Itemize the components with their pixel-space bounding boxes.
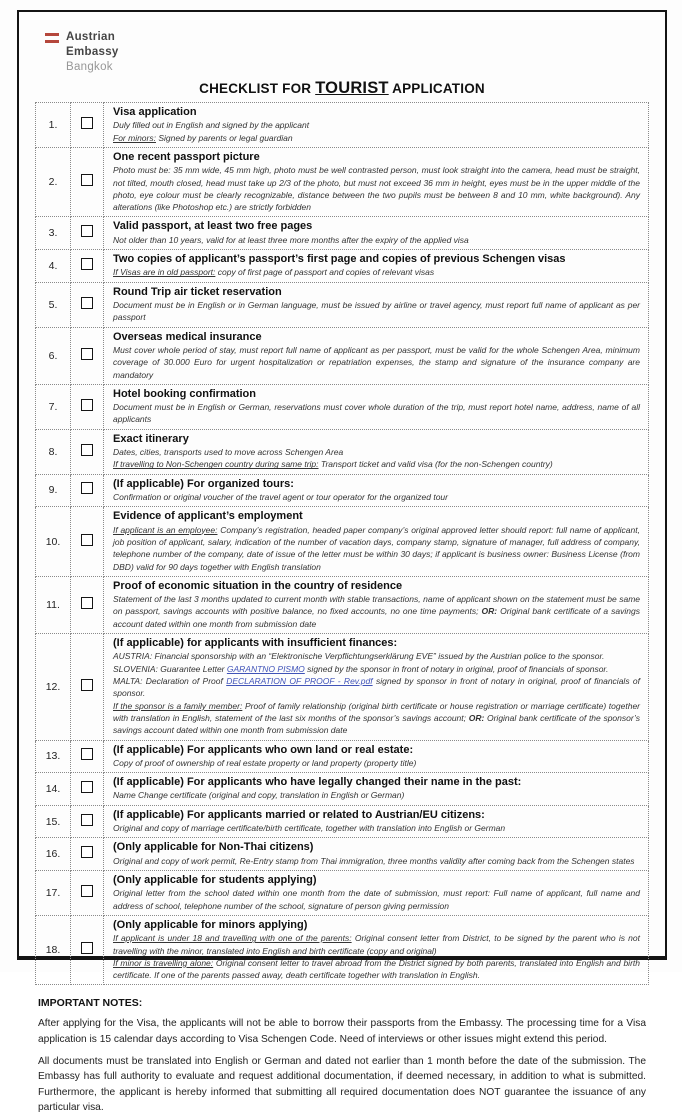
detail-segment: If the sponsor is a family member: [113,700,243,711]
detail-segment: Signed by parents or legal guardian [155,132,293,143]
row-number: 11. [36,576,71,633]
detail-segment: If minor is travelling alone: [113,957,214,968]
page-border-frame [17,10,667,1113]
row-detail [113,822,640,834]
checkbox[interactable] [81,885,93,897]
checkbox[interactable] [81,597,93,609]
checklist-body [36,103,649,985]
checkbox-cell [71,871,104,916]
row-content [104,805,649,838]
row-detail [113,700,640,737]
row-content [104,282,649,327]
checkbox[interactable] [81,942,93,954]
checkbox-cell [71,384,104,429]
detail-segment: For minors: [113,132,156,143]
detail-segment: Document must be in English or German, reservations must cover whole duration of the trip, must report hotel name, address, name of all applicants [113,402,640,425]
row-title: Evidence of applicant’s employment [113,510,303,523]
row-number: 15. [36,805,71,838]
detail-segment: Name Change certificate (original and copy, translation in English or German) [113,790,405,801]
row-content [104,384,649,429]
checklist-row [36,915,649,985]
row-number: 7. [36,384,71,429]
checkbox[interactable] [81,444,93,456]
row-title: Round Trip air ticket reservation [113,285,282,298]
detail-segment: MALTA: Declaration of Proof [113,676,227,686]
row-title: (If applicable) For applicants who own land or real estate: [113,743,414,756]
row-number: 13. [36,740,71,773]
checkbox-cell [71,282,104,327]
row-title: (If applicable) For organized tours: [113,477,294,490]
row-title: Exact itinerary [113,432,189,445]
checklist-row [36,429,649,474]
row-number: 17. [36,871,71,916]
row-content [104,103,649,148]
detail-segment: Original and copy of work permit, Re-Entry stamp from Thai immigration, three months validity after coming back from the Schengen states [113,855,635,866]
row-number: 8. [36,429,71,474]
logo-line-3: Bangkok [66,60,113,73]
checkbox[interactable] [81,781,93,793]
title-suffix: APPLICATION [388,81,485,96]
checklist-row [36,773,649,806]
row-title: Proof of economic situation in the country of residence [113,579,403,592]
checkbox-cell [71,327,104,384]
row-title: (If applicable) For applicants who have legally changed their name in the past: [113,776,522,789]
detail-segment: Photo must be: 35 mm wide, 45 mm high, photo must be well contrasted person, must look straight into the camera, head must be straight, not tilted, mouth closed, head must take up 2/3 of the photo, but must not exceed 36 mm in height, eyes must be in the upper middle of the photo, eye colour must be clearly recognizable, distance between the two pupils must be between 8 and 10 mm, white background). Any alterations (like Photoshop etc.) are strictly forbidden [113,165,640,213]
checkbox-cell [71,250,104,283]
checkbox-cell [71,474,104,507]
austrian-flag-icon [45,33,59,43]
row-number: 4. [36,250,71,283]
title-prefix: CHECKLIST FOR [199,81,316,96]
row-detail [113,789,640,801]
row-detail [113,757,640,769]
row-content [104,576,649,633]
row-content [104,250,649,283]
checkbox-cell [71,805,104,838]
row-title: Visa application [113,106,197,118]
row-detail [113,132,640,144]
detail-segment: Company’s registration, headed paper company’s original approved letter should report: full name of applicant, job position of applicant, salary, indication of the number of vacation days, company stamp, signature of manager, full address of company, telephone number of the company, date of issue of the letter must be within 30 days; if applicant is business owner: Business License (from DBD) valid for 90 days together with English translation [113,524,640,572]
row-number: 12. [36,634,71,740]
detail-segment: Statement of the last 3 months updated to current month with stable transactions, name of applicant shown on the statement must be same on passport, savings accounts with positive balance, no fixed accounts, no one time payments; [113,594,640,617]
checkbox-cell [71,915,104,985]
document-link[interactable]: GARANTNO PISMO [226,663,305,674]
checkbox[interactable] [81,225,93,237]
row-detail [113,957,640,982]
row-detail [113,164,640,213]
checklist-row [36,507,649,577]
logo-line-1: Austrian [66,31,116,43]
row-detail [113,446,640,458]
detail-segment: If applicant is an employee: [113,524,218,535]
logo-line-2: Embassy [66,45,119,58]
checklist-row [36,282,649,327]
row-content [104,773,649,806]
row-content [104,217,649,250]
title-highlight: TOURIST [315,79,389,97]
row-content [104,871,649,916]
row-content [104,838,649,871]
row-number: 5. [36,282,71,327]
row-detail [113,663,640,675]
row-detail [113,932,640,957]
notes-paragraph-2: All documents must be translated into English or German and dated not earlier than 1 month before the date of the submission. The Embassy has full authority to evaluate and request additional documentation, if deemed necessary, in addition to what is submitted. Furthermore, the applicant is hereby informed that submitting all required documentation does NOT guarantee the issuance of any particular visa. [38,1056,646,1113]
row-number: 10. [36,507,71,577]
row-title: Valid passport, at least two free pages [113,220,313,233]
row-detail [113,675,640,700]
detail-segment: Confirmation or original voucher of the travel agent or tour operator for the organized tour [113,491,448,502]
row-title: (If applicable) for applicants with insufficient finances: [113,637,398,650]
notes-paragraph-1: After applying for the Visa, the applicants will not be able to borrow their passports from the Embassy. The processing time for a Visa application is 15 calendar days according to Visa Schengen Code. Need of interviews or other issues might extend this period. [38,1018,646,1045]
checklist-row [36,576,649,633]
checkbox[interactable] [81,399,93,411]
checkbox-cell [71,217,104,250]
row-detail [113,491,640,503]
checkbox[interactable] [81,814,93,826]
detail-segment: Duly filled out in English and signed by the applicant [113,120,310,131]
row-detail [113,887,640,912]
document-link[interactable]: DECLARATION OF PROOF - Rev.pdf [226,676,373,686]
row-number: 14. [36,773,71,806]
checkbox[interactable] [81,846,93,858]
row-detail [113,650,640,662]
row-detail [113,855,640,867]
row-detail [113,234,640,246]
detail-segment: Dates, cities, transports used to move across Schengen Area [113,447,344,458]
detail-segment: OR: [481,606,498,617]
detail-segment: Document must be in English or in German language, must be issued by airline or travel agency, must report full name of applicant as per passport [113,299,640,323]
detail-segment: Original consent letter to travel abroad from the District signed by both parents, translated into English and birth certificate. If one of the parents passed away, death certificate together with translation in English. [113,957,640,981]
detail-segment: Not older than 10 years, valid for at least three more months after the expiry of the applied visa [113,234,469,245]
checklist-row [36,871,649,916]
row-number: 18. [36,915,71,985]
checkbox[interactable] [81,297,93,309]
row-content [104,634,649,740]
checkbox-cell [71,147,104,217]
detail-segment: Original bank certificate of the sponsor’s savings account dated within one month from submission date [113,712,640,736]
detail-segment: OR: [468,712,485,723]
checkbox[interactable] [81,679,93,691]
checkbox-cell [71,740,104,773]
row-title: Overseas medical insurance [113,330,262,343]
row-title: (Only applicable for minors applying) [113,918,308,931]
checkbox-cell [71,429,104,474]
row-number: 9. [36,474,71,507]
row-title: One recent passport picture [113,150,260,163]
row-detail [113,401,640,426]
checklist-row [36,103,649,148]
embassy-logo-text [66,30,119,75]
row-content [104,327,649,384]
header [35,28,649,98]
checkbox-cell [71,103,104,148]
checklist-row [36,474,649,507]
detail-segment: Original bank certificate of a savings account dated within one month from submission date [113,606,641,629]
detail-segment: signed by sponsor in front of notary in original, proof of financials of sponsor. [113,676,640,699]
checkbox[interactable] [81,117,93,129]
detail-segment: If Visas are in old passport: [113,267,216,278]
row-title: (Only applicable for Non-Thai citizens) [113,841,314,854]
row-number: 3. [36,217,71,250]
checklist-table [35,102,649,985]
checklist-row [36,147,649,217]
row-content [104,507,649,577]
embassy-logo [45,30,119,75]
detail-segment: If travelling to Non-Schengen country during same trip: [113,459,319,470]
row-detail [113,266,640,278]
page-title [35,79,649,98]
row-detail [113,458,640,470]
checkbox[interactable] [81,348,93,360]
checkbox[interactable] [81,258,93,270]
row-detail [113,593,640,630]
detail-segment: copy of first page of passport and copies of relevant visas [215,267,435,278]
detail-segment: Must cover whole period of stay, must report full name of applicant as per passport, must be valid for the whole Schengen Area, minimum coverage of 30.000 Euro for urgent hospitalization or repatriation expenses, the stamp and signature of the insurance company are mandatory [113,344,640,380]
checkbox[interactable] [81,748,93,760]
flag-stripe-red-bottom [45,40,59,43]
checklist-row [36,838,649,871]
row-detail [113,524,640,573]
row-title: (Only applicable for students applying) [113,874,317,886]
important-notes [35,997,649,1115]
checklist-row [36,327,649,384]
checkbox[interactable] [81,534,93,546]
detail-segment: SLOVENIA: Guarantee Letter [113,663,227,674]
row-detail [113,344,640,381]
detail-segment: If applicant is under 18 and travelling with one of the parents: [113,933,352,944]
checkbox-cell [71,773,104,806]
checkbox-cell [71,507,104,577]
checklist-row [36,634,649,740]
row-title: Hotel booking confirmation [113,387,256,400]
detail-segment: Original and copy of marriage certificate/birth certificate, together with translation into English or German [113,823,506,834]
checkbox-cell [71,838,104,871]
detail-segment: Copy of proof of ownership of real estate property or land property (property title) [113,757,417,768]
detail-segment: Transport ticket and valid visa (for the non-Schengen country) [318,459,553,470]
detail-segment: Proof of family relationship (original birth certificate or house registration or marriage certificate) together with translation in English, statement of the last six months of the sponsor’s savings account; [113,700,640,723]
row-content [104,915,649,985]
row-content [104,429,649,474]
row-content [104,740,649,773]
row-number: 16. [36,838,71,871]
row-title: Two copies of applicant’s passport’s first page and copies of previous Schengen visas [113,253,566,266]
checkbox[interactable] [81,174,93,186]
row-number: 6. [36,327,71,384]
checklist-row [36,217,649,250]
checkbox[interactable] [81,482,93,494]
checkbox-cell [71,576,104,633]
row-detail [113,119,640,131]
notes-heading: IMPORTANT NOTES: [38,997,143,1010]
detail-segment: AUSTRIA: Financial sponsorship with an “Elektronische Verpflichtungserklärung EVE” issued by the Austrian police to the sponsor. [113,651,605,662]
checklist-row [36,384,649,429]
checklist-row [36,740,649,773]
row-content [104,474,649,507]
detail-segment: Original letter from the school dated within one month from the date of submission, must report: Full name of applicant, full name and address of school, telephone number of the school, signature of person giving permission [113,888,640,911]
row-number: 1. [36,103,71,148]
checkbox-cell [71,634,104,740]
row-title: (If applicable) For applicants married or related to Austrian/EU citizens: [113,808,485,821]
row-detail [113,299,640,324]
checklist-row [36,805,649,838]
checklist-row [36,250,649,283]
detail-segment: Original consent letter from District, to be signed by the parent who is not travelling with the minor, translated into English and birth certificate (copy and original) [113,933,640,956]
row-content [104,147,649,217]
row-number: 2. [36,147,71,217]
detail-segment: signed by the sponsor in front of notary in original, proof of financials of sponsor. [304,663,609,674]
